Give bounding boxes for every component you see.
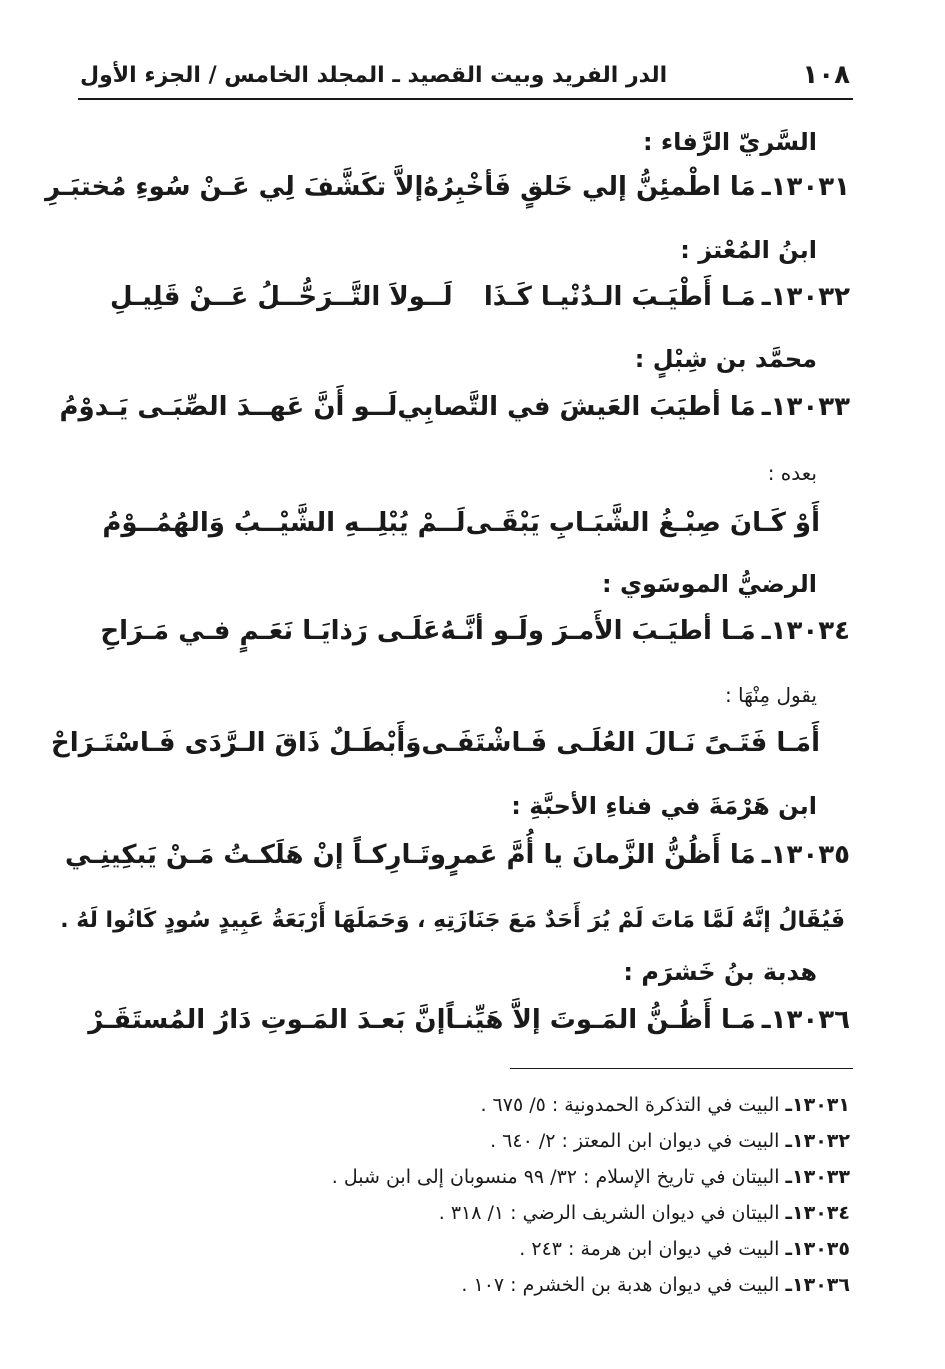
verse-line — [64, 840, 850, 870]
first-hemistich: أَمَـا فَتَـىً نَـالَ العُلَـى فَـاشْتَفَـى — [421, 728, 820, 758]
footnote-text: البيتان في ديوان الشريف الرضي : ١/ ٣١٨ . — [438, 1202, 780, 1224]
first-hemistich — [484, 282, 850, 312]
verse-line — [51, 728, 820, 758]
footnote-text: البيت في ديوان ابن هرمة : ٢٤٣ . — [519, 1238, 780, 1260]
first-hemistich — [430, 840, 850, 870]
footnote — [439, 1202, 850, 1224]
verse-line — [88, 1005, 850, 1035]
running-title: الدر الفريد وبيت القصيد ـ المجلد الخامس / الجزء الأول — [80, 62, 668, 88]
header-divider — [78, 98, 853, 100]
poet-name: السَّريّ الرَّفاء : — [642, 128, 817, 156]
footnote-number: ١٣٠٣٢ـ — [785, 1130, 850, 1152]
poet-name: ابن هَرْمَةَ في فناءِ الأحبَّةِ : — [511, 792, 817, 820]
poet-name: الرضيُّ الموسَوي : — [602, 570, 817, 598]
verse-line — [110, 282, 850, 312]
first-hemistich — [446, 1005, 851, 1035]
verse-number: ١٣٠٣٥ـ — [761, 840, 850, 870]
footnote — [490, 1130, 850, 1152]
footnote — [480, 1094, 850, 1116]
first-hemistich — [397, 392, 850, 422]
footnote-number: ١٣٠٣٦ـ — [785, 1274, 850, 1296]
verse-line — [59, 392, 850, 422]
footnote-number: ١٣٠٣٣ـ — [785, 1166, 850, 1188]
footnote-number: ١٣٠٣٤ـ — [785, 1202, 850, 1224]
footnote-divider — [510, 1068, 853, 1069]
first-hemistich-text: مَا أطيَبَ العَيشَ في التَّصابِي — [397, 392, 756, 422]
first-hemistich-text: مَـا أطيَـبَ الأَمـرَ ولَـو أنَّـهُ — [440, 616, 756, 646]
first-hemistich-text: مَا أَظُنُّ الزَّمانَ يا أُمَّ عَمرٍو — [429, 840, 756, 870]
second-hemistich: إنَّ بَعـدَ المَـوتِ دَارُ المُستَقَـرْ — [88, 1005, 446, 1035]
first-hemistich: أَوْ كَـانَ صِبْـغُ الشَّبَـابِ يَبْقَـى — [465, 508, 820, 538]
page-number: ١٠٨ — [802, 60, 850, 90]
second-hemistich: لَــولاَ التَّــرَحُّــلُ عَــنْ قَلِيـلِ — [110, 282, 453, 312]
verse-number: ١٣٠٣٦ـ — [761, 1005, 850, 1035]
poet-name: ابنُ المُعْتز : — [680, 236, 817, 264]
footnote-text: البيت في التذكرة الحمدونية : ٥/ ٦٧٥ . — [480, 1094, 780, 1116]
verse-line — [102, 508, 820, 538]
verse-number: ١٣٠٣٢ـ — [761, 282, 850, 312]
first-hemistich — [441, 616, 851, 646]
verse-line — [100, 616, 850, 646]
verse-line — [45, 172, 850, 202]
second-hemistich: لَــو أَنَّ عَهــدَ الصِّبَـى يَـدوْمُ — [59, 392, 398, 422]
follow-up-label: بعده : — [767, 461, 817, 485]
footnote — [461, 1274, 850, 1296]
second-hemistich: لَــمْ يُبْلِــهِ الشَّيْــبُ وَالهُمُــوْمُ — [102, 508, 466, 538]
second-hemistich: وَأَبْطَـلٌ ذَاقَ الـرَّدَى فَـاسْتَـرَاحْ — [51, 728, 422, 758]
prose-note: فَيُقَالُ إنَّهُ لَمَّا مَاتَ لَمْ يُرَ أَحَدٌ مَعَ جَنَازَتِهِ ، وَحَمَلَهَا أَرْبَعَةُ عَبِيدٍ سُودٍ كَانُوا لَهُ . — [60, 908, 845, 933]
first-hemistich-text: مَـا أَطْيَـبَ الـدُنْيـا كَـذَا — [483, 282, 756, 312]
first-hemistich-text: مَـا أَظُـنُّ المَـوتَ إلاَّ هَيِّنـاً — [445, 1005, 756, 1035]
footnote-number: ١٣٠٣١ـ — [785, 1094, 850, 1116]
footnote — [332, 1166, 850, 1188]
footnote — [519, 1238, 850, 1260]
footnote-number: ١٣٠٣٥ـ — [785, 1238, 850, 1260]
poet-name: هدبة بنُ خَشرَم : — [623, 958, 817, 986]
second-hemistich: عَلَـى رَذايَـا نَعَـمٍ فـي مَـرَاحِ — [100, 616, 441, 646]
first-hemistich-text: مَا اطْمئِنُّ إلي خَلقٍ فَأخْبِرُهُ — [423, 172, 756, 202]
first-hemistich — [423, 172, 850, 202]
page-header — [80, 55, 850, 95]
verse-number: ١٣٠٣٤ـ — [761, 616, 850, 646]
footnote-text: البيتان في تاريخ الإسلام : ٣٢/ ٩٩ منسوبان إلى ابن شبل . — [331, 1166, 780, 1188]
follow-up-label: يقول مِنْهَا : — [724, 683, 817, 707]
second-hemistich: تَـارِكـاً إنْ هَلَكـتُ مَـنْ يَبكِينِـي — [64, 840, 430, 870]
footnote-text: البيت في ديوان هدبة بن الخشرم : ١٠٧ . — [461, 1274, 780, 1296]
footnote-text: البيت في ديوان ابن المعتز : ٢/ ٦٤٠ . — [490, 1130, 780, 1152]
poet-name: محمَّد بن شِبْلٍ : — [634, 345, 817, 373]
verse-number: ١٣٠٣٣ـ — [761, 392, 850, 422]
second-hemistich: إلاَّ تكَشَّفَ لِي عَـنْ سُوءِ مُختبَـرِ — [45, 172, 424, 202]
verse-number: ١٣٠٣١ـ — [761, 172, 850, 202]
